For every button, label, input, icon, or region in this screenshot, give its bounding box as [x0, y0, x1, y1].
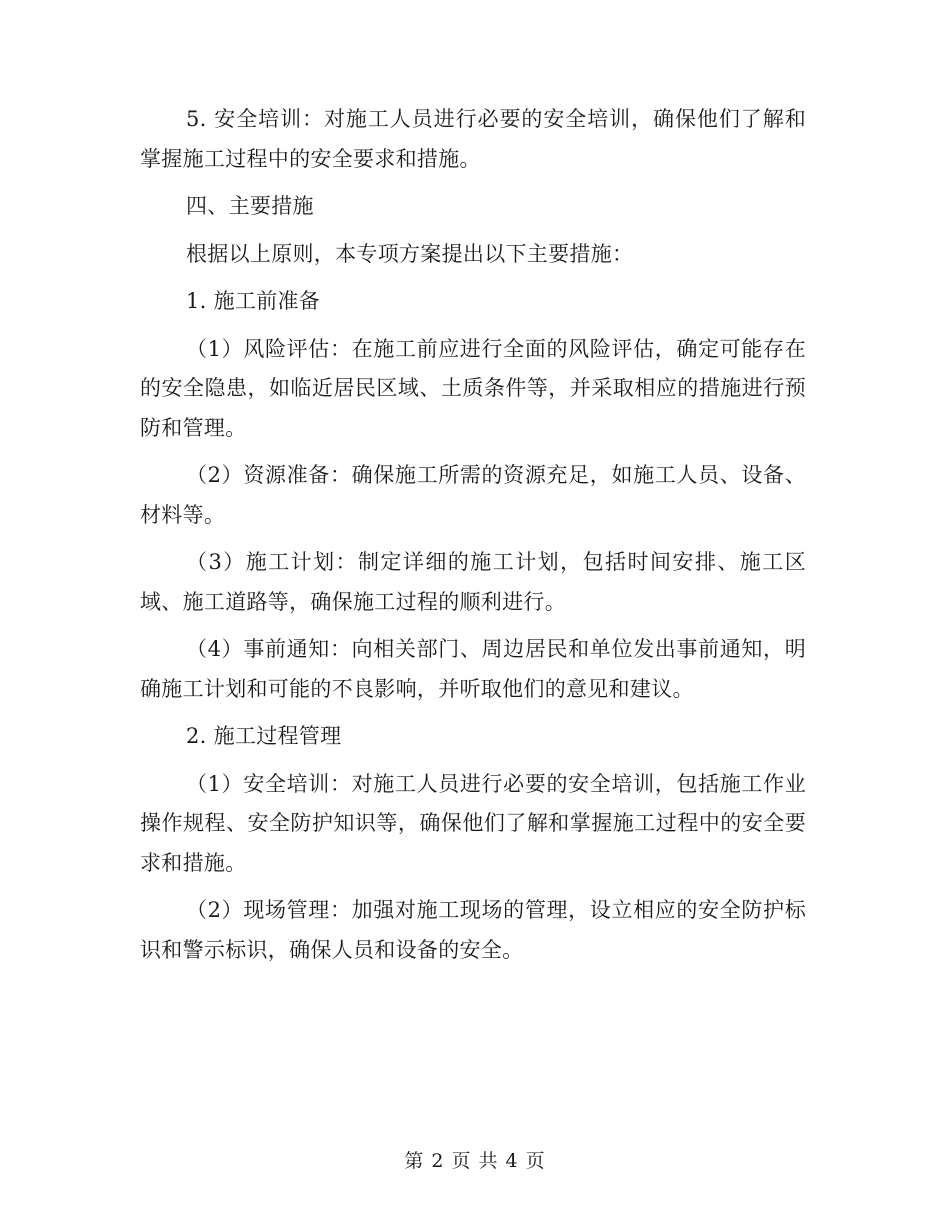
- paragraph-risk-assessment: （1）风险评估：在施工前应进行全面的风险评估，确定可能存在的安全隐患，如临近居民区域、土质条件等，并采取相应的措施进行预防和管理。: [140, 336, 806, 440]
- document-body: [140, 100, 806, 978]
- subheading-process-management: 2. 施工过程管理: [186, 724, 342, 748]
- paragraph-intro-measures: 根据以上原则，本专项方案提出以下主要措施：: [186, 241, 634, 266]
- paragraph-advance-notice: （4）事前通知：向相关部门、周边居民和单位发出事前通知，明确施工计划和可能的不良影响，并听取他们的意见和建议。: [140, 637, 806, 701]
- paragraph-safety-training-detail: （1）安全培训：对施工人员进行必要的安全培训，包括施工作业操作规程、安全防护知识等，确保他们了解和掌握施工过程中的安全要求和措施。: [140, 771, 806, 875]
- page-footer: 第 2 页 共 4 页: [404, 1150, 546, 1172]
- paragraph-site-management: （2）现场管理：加强对施工现场的管理，设立相应的安全防护标识和警示标识，确保人员和设备的安全。: [140, 898, 806, 962]
- subheading-pre-construction: 1. 施工前准备: [186, 289, 321, 313]
- paragraph-safety-training: 5. 安全培训：对施工人员进行必要的安全培训，确保他们了解和掌握施工过程中的安全要求和措施。: [140, 107, 806, 171]
- paragraph-construction-plan: （3）施工计划：制定详细的施工计划，包括时间安排、施工区域、施工道路等，确保施工过程的顺利进行。: [140, 550, 806, 614]
- section-heading-main-measures: 四、主要措施: [186, 194, 314, 218]
- paragraph-resource-preparation: （2）资源准备：确保施工所需的资源充足，如施工人员、设备、材料等。: [140, 463, 806, 527]
